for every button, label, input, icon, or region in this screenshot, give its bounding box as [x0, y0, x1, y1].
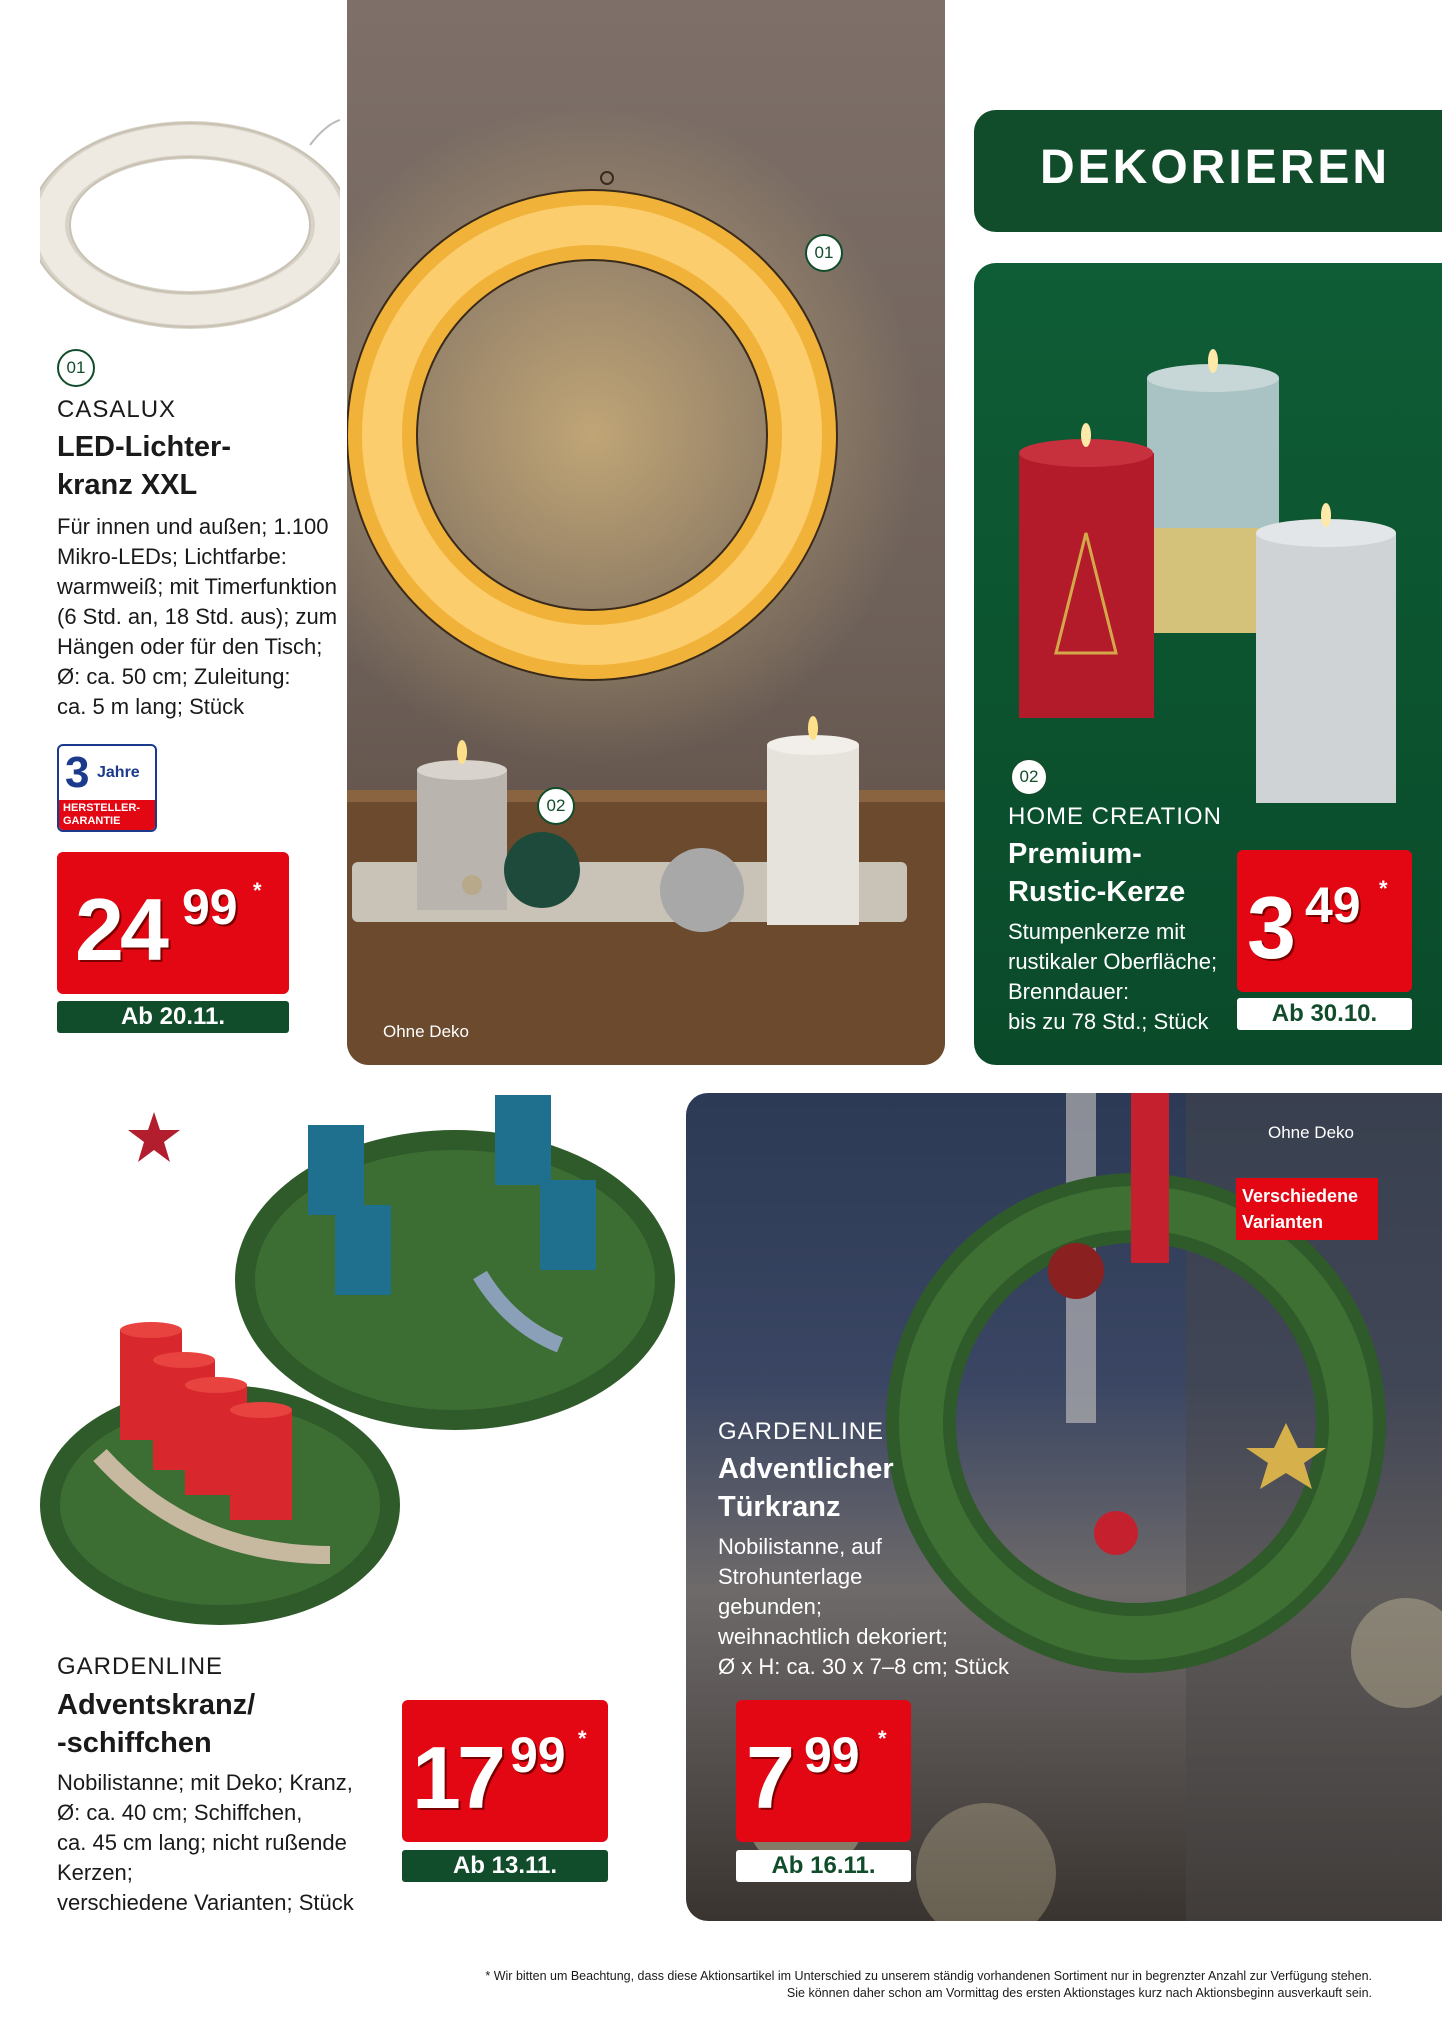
price-cents: 99: [510, 1727, 566, 1783]
desc-line: rustikaler Oberfläche;: [1008, 949, 1218, 974]
desc-line: ca. 45 cm lang; nicht rußende Kerzen;: [57, 1830, 347, 1885]
photo-led-wreath: [347, 0, 945, 1065]
footnote-line-2: Sie können daher schon am Vormittag des ersten Aktionstages kurz nach Aktionsbeginn ausverkauft sein.: [786, 1986, 1372, 2000]
product-02-badge: 02: [1010, 758, 1048, 796]
desc-line: warmweiß; mit Timerfunktion: [57, 574, 337, 599]
product-03-price: [402, 1700, 608, 1842]
product-02-brand: HOME CREATION: [1008, 803, 1222, 830]
desc-line: bis zu 78 Std.; Stück: [1008, 1009, 1209, 1034]
desc-line: Ø: ca. 50 cm; Zuleitung:: [57, 664, 291, 689]
product-02-price: [1237, 850, 1412, 992]
price-asterisk: *: [1379, 876, 1388, 901]
product-02-description: [1008, 917, 1248, 1037]
candles-image: [974, 263, 1442, 823]
varianten-text-2: Varianten: [1242, 1212, 1324, 1232]
desc-line: Nobilistanne; mit Deko; Kranz,: [57, 1770, 353, 1795]
desc-line: Hängen oder für den Tisch;: [57, 634, 323, 659]
price-cents: 99: [804, 1727, 860, 1783]
product-04-name-1: Adventlicher: [718, 1453, 894, 1485]
product-03-name-1: Adventskranz/: [57, 1689, 256, 1721]
desc-line: Brenndauer:: [1008, 979, 1130, 1004]
product-01-date: Ab 20.11.: [57, 1001, 289, 1033]
desc-line: Nobilistanne, auf: [718, 1534, 882, 1559]
desc-line: Mikro-LEDs; Lichtfarbe:: [57, 544, 287, 569]
section-header: [974, 110, 1442, 232]
product-03-name-2: -schiffchen: [57, 1727, 212, 1759]
price-main: 24: [75, 880, 165, 979]
product-04-description: [718, 1532, 1018, 1682]
ohne-deko-label-1: Ohne Deko: [383, 1022, 469, 1041]
product-02-name-1: Premium-: [1008, 838, 1142, 870]
product-01-brand: CASALUX: [57, 396, 177, 423]
warranty-text-1: HERSTELLER-: [63, 802, 140, 814]
product-02-date: Ab 30.10.: [1237, 998, 1412, 1030]
warranty-number: 3: [65, 748, 90, 797]
product-01-badge: 01: [57, 349, 95, 387]
photo-badge-01: 01: [805, 234, 843, 272]
price-main: 7: [746, 1728, 791, 1827]
price-asterisk: *: [253, 878, 262, 903]
desc-line: Strohunterlage: [718, 1564, 863, 1589]
ohne-deko-label-2: Ohne Deko: [1268, 1123, 1354, 1142]
product-04-price: [736, 1700, 911, 1842]
product-image-wreath-small: [40, 105, 340, 335]
product-03-brand: GARDENLINE: [57, 1653, 224, 1680]
desc-line: ca. 5 m lang; Stück: [57, 694, 245, 719]
desc-line: Ø x H: ca. 30 x 7–8 cm; Stück: [718, 1654, 1009, 1679]
photo-door-wreath: [686, 1093, 1442, 1921]
price-cents: 49: [1305, 877, 1361, 933]
product-02-panel: [974, 263, 1442, 1065]
varianten-badge: [1236, 1178, 1378, 1240]
product-03-description: [57, 1768, 397, 1918]
product-01-name-2: kranz XXL: [57, 469, 198, 501]
product-04-name-2: Türkranz: [718, 1491, 841, 1523]
desc-line: weihnachtlich dekoriert;: [718, 1624, 948, 1649]
desc-line: Stumpenkerze mit: [1008, 919, 1186, 944]
warranty-word: Jahre: [97, 764, 140, 781]
warranty-text-2: GARANTIE: [63, 815, 121, 827]
desc-line: Ø: ca. 40 cm; Schiffchen,: [57, 1800, 303, 1825]
product-04-date: Ab 16.11.: [736, 1850, 911, 1882]
photo-badge-02: 02: [537, 787, 575, 825]
footnote-line-1: * Wir bitten um Beachtung, dass diese Aktionsartikel im Unterschied zu unserem ständig vorhandenen Sortiment nur in begrenzter Anzahl zur Verfügung stehen.: [485, 1969, 1372, 1983]
product-image-advent-wreaths: [40, 1085, 680, 1640]
desc-line: gebunden;: [718, 1594, 822, 1619]
footnote: [485, 1968, 1372, 2002]
price-main: 17: [412, 1728, 502, 1827]
price-main: 3: [1247, 878, 1292, 977]
varianten-text-1: Verschiedene: [1242, 1186, 1359, 1206]
product-04-brand: GARDENLINE: [718, 1418, 885, 1445]
product-01-name-1: LED-Lichter-: [57, 431, 231, 463]
desc-line: (6 Std. an, 18 Std. aus); zum: [57, 604, 338, 629]
price-asterisk: *: [878, 1726, 887, 1751]
price-asterisk: *: [578, 1726, 587, 1751]
price-cents: 99: [182, 879, 238, 935]
product-01-description: [57, 512, 347, 722]
desc-line: verschiedene Varianten; Stück: [57, 1890, 354, 1915]
product-01-price: [57, 852, 289, 994]
desc-line: Für innen und außen; 1.100: [57, 514, 329, 539]
section-title: DEKORIEREN: [1040, 141, 1391, 194]
product-02-name-2: Rustic-Kerze: [1008, 876, 1186, 908]
warranty-strip: [59, 800, 155, 830]
warranty-badge: [57, 744, 157, 832]
product-03-date: Ab 13.11.: [402, 1850, 608, 1882]
